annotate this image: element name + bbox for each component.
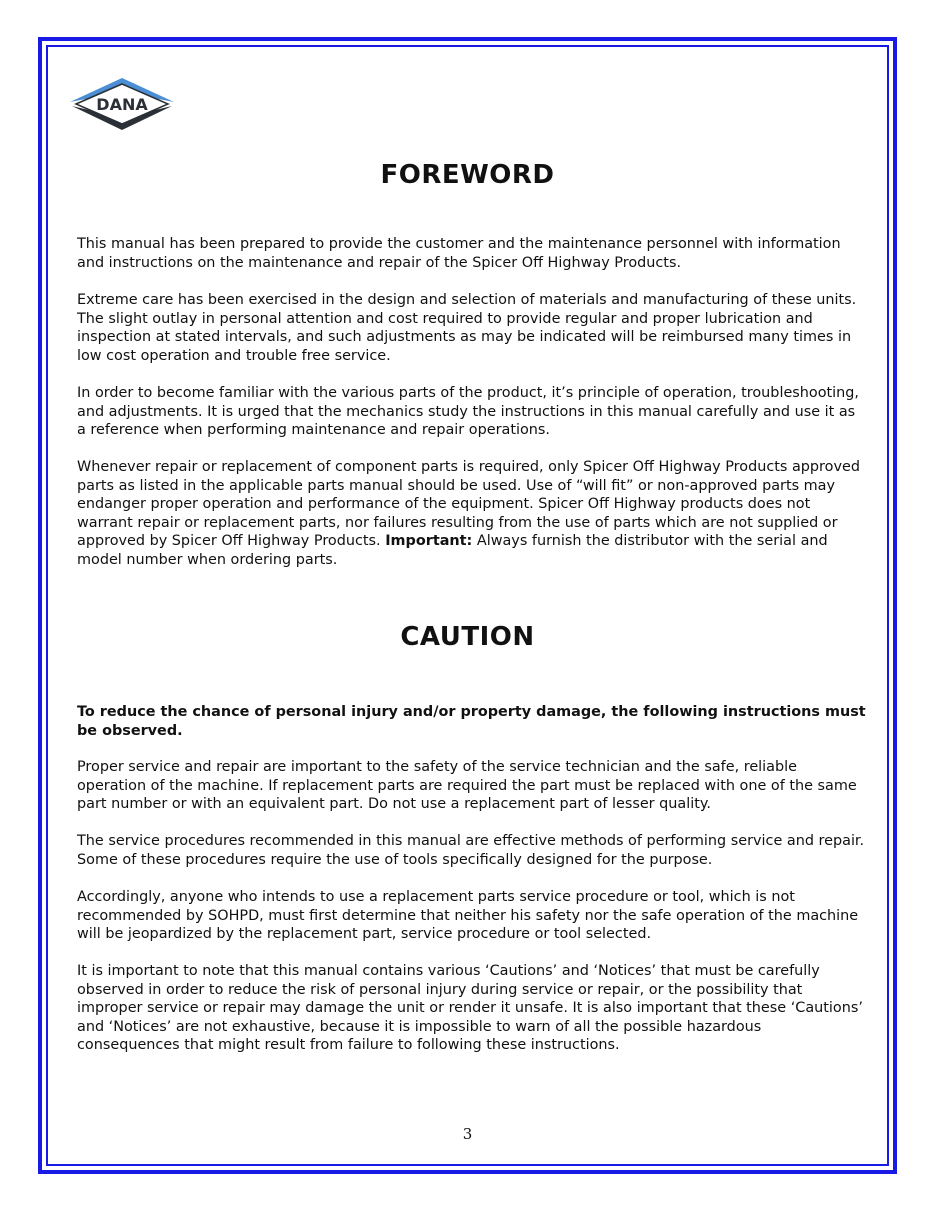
foreword-paragraph-4 <box>77 458 867 569</box>
foreword-paragraph-1: This manual has been prepared to provide the customer and the maintenance personnel with information and instructions on the maintenance and repair of the Spicer Off Highway Products. <box>77 236 841 271</box>
caution-lead: To reduce the chance of personal injury and/or property damage, the following instructions must be observed. <box>77 704 866 739</box>
caution-paragraph-4: It is important to note that this manual contains various ‘Cautions’ and ‘Notices’ that must be carefully observed in order to reduce the risk of personal injury during service or repair, or the possibility that improper service or repair may damage the unit or render it unsafe. It is also important that these ‘Cautions’ and ‘Notices’ are not exhaustive, because it is impossible to warn of all the possible hazardous consequences that might result from failure to following these instructions. <box>77 963 863 1053</box>
page-number: 3 <box>462 1125 473 1143</box>
caution-title: CAUTION <box>400 622 535 652</box>
important-text: Always furnish the distributor with the serial and model number when ordering parts. <box>77 533 828 568</box>
foreword-paragraph-3: In order to become familiar with the various parts of the product, it’s principle of operation, troubleshooting, and adjustments. It is urged that the mechanics study the instructions in this manual carefully and use it as a reference when performing maintenance and repair operations. <box>77 385 859 438</box>
dana-logo <box>68 76 176 132</box>
caution-paragraph-2: The service procedures recommended in this manual are effective methods of performing service and repair. Some of these procedures require the use of tools specifically designed for the purpose. <box>77 833 865 868</box>
caution-paragraph-3: Accordingly, anyone who intends to use a replacement parts service procedure or tool, which is not recommended by SOHPD, must first determine that neither his safety nor the safe operation of the machine will be jeopardized by the replacement part, service procedure or tool selected. <box>77 889 859 942</box>
foreword-title: FOREWORD <box>380 160 555 190</box>
important-label: Important: <box>385 533 473 549</box>
caution-paragraph-1: Proper service and repair are important to the safety of the service technician and the safe, reliable operation of the machine. If replacement parts are required the part must be replaced with one of the same part number or with an equivalent part. Do not use a replacement part of lesser quality. <box>77 759 857 812</box>
foreword-paragraph-2: Extreme care has been exercised in the design and selection of materials and manufacturing of these units. The slight outlay in personal attention and cost required to provide regular and proper lubrication and inspection at stated intervals, and such adjustments as may be indicated will be reimbursed many times in low cost operation and trouble free service. <box>77 292 857 364</box>
foreword-paragraph-4-text: Whenever repair or replacement of component parts is required, only Spicer Off Highway Products approved parts as listed in the applicable parts manual should be used. Use of “will fit” or non-approved parts may endanger proper operation and performance of the equipment. Spicer Off Highway products does not warrant repair or replacement parts, nor failures resulting from the use of parts which are not supplied or approved by Spicer Off Highway Products. <box>77 459 860 549</box>
dana-logo-text: DANA <box>96 95 148 114</box>
